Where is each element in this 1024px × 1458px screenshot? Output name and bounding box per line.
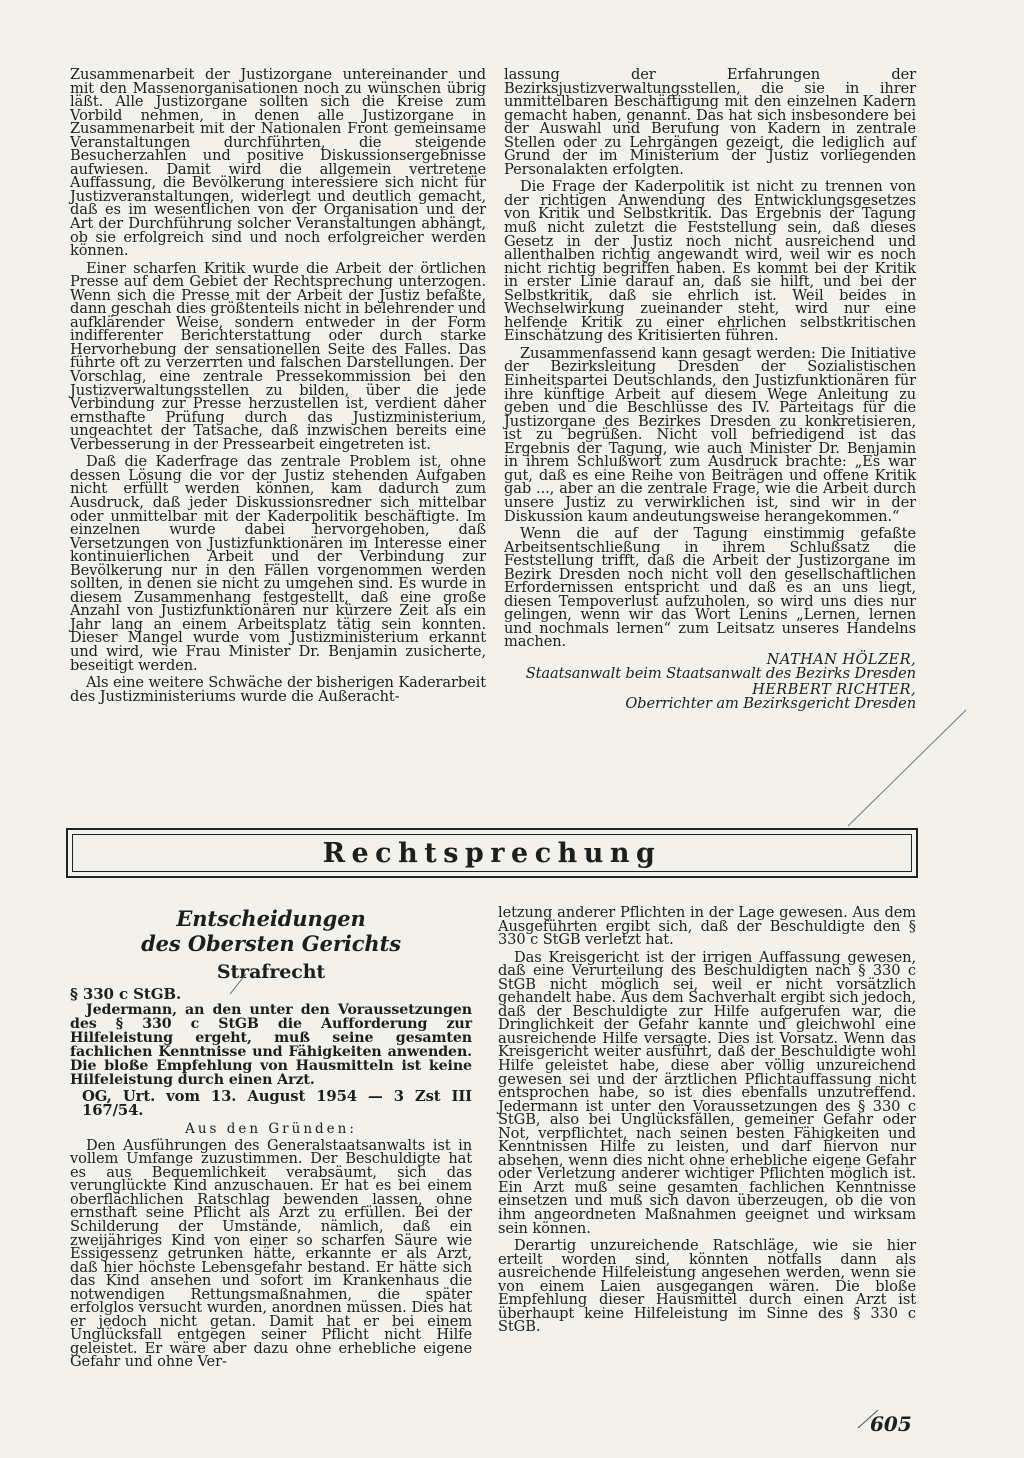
decision-paragraph: letzung anderer Pflichten in der Lage gewesen. Aus dem Ausgeführten ergibt sich, daß der Beschuldigte den § 330 c StGB verletzt hat. bbox=[498, 904, 916, 949]
decision-paragraph: Den Ausführungen des Generalstaatsanwalts ist in vollem Umfange zuzustimmen. Der Beschuldigte hat es aus Bequemlichkeit verabsäumt, sich das verunglückte Kind anzuschauen. Er hat es bei einem oberflächlichen Ratschlag bewenden lassen, ohne ernsthaft seine Pflicht als Arzt zu erfüllen. Bei der Schilderung der Umstände, nämlich, daß ein zweijähriges Kind von einer so scharfen Säure wie Essigessenz getrunken hätte, erkannte er als Arzt, daß hier höchste Lebensgefahr bestand. Er hätte sich das Kind ansehen und sofort im Krankenhaus die notwendigen Rettungsmaßnahmen, die später erfolglos versucht wurden, anordnen müssen. Dies hat er jedoch nicht getan. Damit hat er bei einem Unglücksfall entgegen seiner Pflicht nicht Hilfe geleistet. Er wäre aber dazu ohne erhebliche eigene Gefahr und ohne Ver- bbox=[70, 1136, 472, 1371]
signature-role-2: Oberrichter am Bezirksgericht Dresden bbox=[625, 694, 916, 712]
pencil-mark bbox=[842, 704, 972, 834]
decision-paragraph: Das Kreisgericht ist der irrigen Auffassung gewesen, daß eine Verurteilung des Beschuldigten nach § 330 c StGB nicht möglich sei, weil er nicht vorsätzlich gehandelt habe. Aus dem Sachverhalt ergibt sich jedoch, daß der Beschuldigte zur Hilfe aufgerufen war, die Dringlichkeit der Gefahr kannte und gleichwohl eine ausreichende Hilfe versagte. Dies ist Vorsatz. Wenn das Kreisgericht weiter ausführt, daß der Beschuldigte wohl Hilfe geleistet habe, diese aber völlig unzureichend gewesen sei und der ärztlichen Pflichtauffassung nicht entsprochen habe, so ist dies ebenfalls unzutreffend. Jedermann ist unter den Voraussetzungen des § 330 c StGB, also bei Unglücksfällen, gemeiner Gefahr oder Not, verpflichtet, nach seinen besten Fähigkeiten und Kenntnissen Hilfe zu leisten, und darf hiervon nur absehen, wenn dies nicht ohne erhebliche eigene Gefahr oder Verletzung anderer wichtiger Pflichten möglich ist. Ein Arzt muß seine gesamten fachlichen Kenntnisse einsetzen und muß sich davon überzeugen, ob die von ihm angeordneten Maßnahmen geeignet und wirksam sein können. bbox=[498, 948, 916, 1237]
signature-role-1: Staatsanwalt beim Staatsanwalt des Bezirks Dresden bbox=[525, 664, 916, 682]
section-banner-inner bbox=[72, 834, 912, 872]
decision-column-right bbox=[498, 906, 916, 1338]
section-banner bbox=[66, 828, 918, 878]
decision-paragraph: Derartig unzureichende Ratschläge, wie sie hier erteilt worden sind, könnten notfalls dann als ausreichende Hilfeleistung angesehen werden, wenn sie von einem Laien ausgegangen wären. Die bloße Empfehlung dieser Hausmittel durch einen Arzt ist überhaupt keine Hilfeleistung im Sinne des § 330 c StGB. bbox=[498, 1237, 916, 1336]
page-number: 605 bbox=[870, 1412, 912, 1436]
article-paragraph: Daß die Kaderfrage das zentrale Problem ist, ohne dessen Lösung die vor der Justiz stehenden Aufgaben nicht erfüllt werden können, kam dadurch zum Ausdruck, daß jeder Diskussionsredner sich mittelbar oder unmittelbar mit der Kaderpolitik beschäftigte. Im einzelnen wurde dabei hervorgehoben, daß Versetzungen von Justizfunktionären im Interesse einer kontinuierlichen Arbeit und der Verbindung zur Bevölkerung nur in den Fällen vorgenommen werden sollten, in denen sie nicht zu umgehen sind. Es wurde in diesem Zusammenhang festgestellt, daß eine große Anzahl von Justizfunktionären nur kürzere Zeit als ein Jahr lang an einem Arbeitsplatz tätig sein konnten. Dieser Mangel wurde vom Justizministerium erkannt und wird, wie Frau Minister Dr. Benjamin zusicherte, beseitigt werden. bbox=[70, 453, 486, 674]
heading-court: des Obersten Gerichts bbox=[141, 931, 401, 956]
article-paragraph: Wenn die auf der Tagung einstimmig gefaßte Arbeitsentschließung in ihrem Schlußsatz die Feststellung trifft, daß die Arbeit der Justizorgane im Bezirk Dresden noch nicht voll den gesellschaftlichen Erfordernissen entspricht und daß es an uns liegt, diesen Tempoverlust aufzuholen, so wird uns dies nur gelingen, wenn wir das Wort Lenins „Lernen, lernen und nochmals lernen“ zum Leitsatz unseres Handelns machen. bbox=[504, 525, 916, 651]
court-citation: OG, Urt. vom 13. August 1954 — 3 Zst III 167/54. bbox=[82, 1088, 472, 1119]
headnote: Jedermann, an den unter den Voraussetzungen des § 330 c StGB die Aufforderung zur Hilfeleistung ergeht, muß seine gesamten fachlichen Kenntnisse und Fähigkeiten anwenden. Die bloße Empfehlung von Hausmitteln ist keine Hilfeleistung durch einen Arzt. bbox=[70, 1002, 472, 1089]
article-paragraph: Einer scharfen Kritik wurde die Arbeit der örtlichen Presse auf dem Gebiet der Rechtsprechung unterzogen. Wenn sich die Presse mit der Arbeit der Justiz befaßte, dann geschah dies größtenteils nicht in belehrender und aufklärender Weise, sondern entweder in der Form indifferenter Berichterstattung oder durch starke Hervorhebung der sensationellen Seite des Falles. Das führte oft zu verzerrten und falschen Darstellungen. Der Vorschlag, eine zentrale Pressekommission bei den Justizverwaltungsstellen zu bilden, über die jede Verbindung zur Presse herzustellen ist, verdient daher ernsthafte Prüfung durch das Justizministerium, ungeachtet der Tatsache, daß inzwischen bereits eine Verbesserung in der Pressearbeit eingetreten ist. bbox=[70, 259, 486, 453]
article-paragraph: lassung der Erfahrungen der Bezirksjustizverwaltungsstellen, die sie in ihrer unmittelbaren Beschäftigung mit den einzelnen Kadern gemacht haben, genannt. Das hat sich insbesondere bei der Auswahl und Berufung von Kadern in zentrale Stellen oder zu Lehrgängen gezeigt, die lediglich auf Grund der im Ministerium der Justiz vorliegenden Personalakten erfolgten. bbox=[504, 66, 916, 178]
section-title: Rechtsprechung bbox=[322, 837, 662, 869]
signature-name-2: HERBERT RICHTER, bbox=[752, 681, 916, 699]
statute-reference: § 330 c StGB. bbox=[70, 984, 182, 1003]
article-paragraph: Zusammenarbeit der Justizorgane untereinander und mit den Massenorganisationen noch zu wünschen übrig läßt. Alle Justizorgane sollten sich die Kreise zum Vorbild nehmen, in denen alle Justizorgane in Zusammenarbeit mit der Nationalen Front gemeinsame Veranstaltungen durchführten, die steigende Besucherzahlen und positive Diskussionsergebnisse aufwiesen. Damit wird die allgemein vertretene Auffassung, die Bevölkerung interessiere sich nicht für Justizveranstaltungen, widerlegt und deutlich gemacht, daß es im wesentlichen von der Organisation und der Art der Durchführung solcher Veranstaltungen abhängt, ob sie erfolgreich sind und noch erfolgreicher werden können. bbox=[70, 66, 486, 260]
signature-name-1: NATHAN HÖLZER, bbox=[766, 650, 916, 668]
article-paragraph: Die Frage der Kaderpolitik ist nicht zu trennen von der richtigen Anwendung des Entwicklungsgesetzes von Kritik und Selbstkritik. Das Ergebnis der Tagung muß nicht zuletzt die Feststellung sein, daß dieses Gesetz in der Justiz noch nicht ausreichend und allenthalben richtig angewandt wird, weil wir es noch nicht richtig begriffen haben. Es kommt bei der Kritik in erster Linie darauf an, daß sie hilft, und bei der Selbstkritik, daß sie ehrlich ist. Weil beides in Wechselwirkung zueinander steht, wird nur eine helfende Kritik zu einer ehrlichen selbstkritischen Einschätzung des Kritisierten führen. bbox=[504, 178, 916, 345]
reasons-label: Aus den Gründen: bbox=[185, 1121, 357, 1138]
heading-decisions: Entscheidungen bbox=[176, 906, 366, 931]
article-paragraph: Als eine weitere Schwäche der bisherigen Kaderarbeit des Justizministeriums wurde die Außeracht- bbox=[70, 674, 486, 705]
subheading-strafrecht: Strafrecht bbox=[216, 961, 326, 983]
article-column-right bbox=[504, 68, 916, 710]
article-column-left bbox=[70, 68, 486, 707]
decision-column-left bbox=[70, 906, 472, 1373]
article-paragraph: Zusammenfassend kann gesagt werden: Die Initiative der Bezirksleitung Dresden der Sozialistischen Einheitspartei Deutschlands, den Justizfunktionären für ihre künftige Arbeit auf diesem Wege Anleitung zu geben und die Beschlüsse des IV. Parteitags für die Justizorgane des Bezirkes Dresden zu konkretisieren, ist zu begrüßen. Nicht voll befriedigend ist das Ergebnis der Tagung, wie auch Minister Dr. Benjamin in ihrem Schlußwort zum Ausdruck brachte: „Es war gut, daß es eine Reihe von Beiträgen und offene Kritik gab ..., aber an die zentrale Frage, wie die Arbeit durch unsere Justiz zu verwirklichen ist, sind wir in der Diskussion kaum andeutungsweise herangekommen.“ bbox=[504, 344, 916, 525]
pencil-tick bbox=[226, 972, 250, 998]
